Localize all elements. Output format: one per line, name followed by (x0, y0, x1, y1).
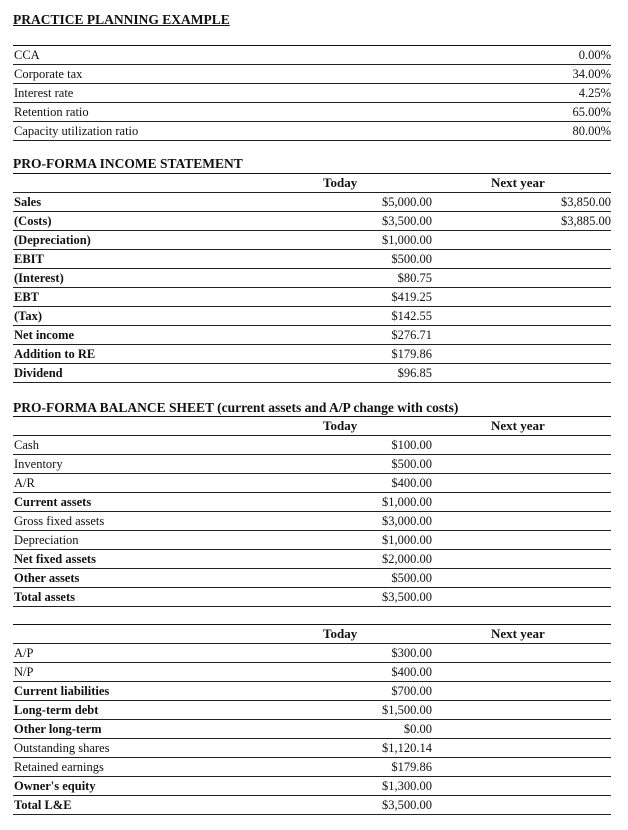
asset-row-today-value: $1,000.00 (382, 533, 432, 547)
liability-row-label: Owner's equity (14, 779, 96, 793)
asset-row-today-value: $2,000.00 (382, 552, 432, 566)
income-row (13, 288, 611, 307)
asset-row-today-value: $500.00 (391, 571, 432, 585)
asset-row (13, 531, 611, 550)
liability-row-today-value: $700.00 (391, 684, 432, 698)
income-row-label: Addition to RE (14, 347, 96, 361)
income-row-label: Net income (14, 328, 75, 342)
liability-row (13, 777, 611, 796)
assumption-value: 0.00% (578, 48, 611, 62)
assumption-label: Capacity utilization ratio (14, 124, 139, 138)
asset-row-today-value: $100.00 (391, 438, 432, 452)
asset-row-today-value: $400.00 (391, 476, 432, 490)
liability-row-label: Outstanding shares (14, 741, 110, 755)
assumption-row-retention (13, 103, 611, 122)
asset-row (13, 436, 611, 455)
liabilities-col-today: Today (323, 626, 358, 641)
income-row-today-value: $276.71 (391, 328, 432, 342)
liabilities-col-next-year: Next year (491, 626, 545, 641)
liability-row (13, 758, 611, 777)
income-row-today-value: $3,500.00 (382, 214, 432, 228)
income-row-today-value: $5,000.00 (382, 195, 432, 209)
income-row-today-value: $142.55 (391, 309, 432, 323)
liability-row-today-value: $400.00 (391, 665, 432, 679)
income-row-label: (Tax) (14, 309, 43, 323)
income-row (13, 250, 611, 269)
assets-header-row (13, 417, 611, 436)
income-row-today-value: $96.85 (397, 366, 432, 380)
income-col-today: Today (323, 175, 358, 190)
income-row (13, 231, 611, 250)
income-row-label: EBT (14, 290, 40, 304)
assets-col-today: Today (323, 418, 358, 433)
income-row (13, 307, 611, 326)
income-statement-title: PRO-FORMA INCOME STATEMENT (13, 156, 243, 171)
liability-row (13, 663, 611, 682)
income-row (13, 193, 611, 212)
income-row-next-year-value: $3,850.00 (561, 195, 611, 209)
income-row-today-value: $80.75 (397, 271, 432, 285)
page-title: PRACTICE PLANNING EXAMPLE (13, 12, 230, 27)
asset-row-label: Cash (14, 438, 39, 452)
assets-col-next-year: Next year (491, 418, 545, 433)
liability-row (13, 739, 611, 758)
asset-row-label: Total assets (14, 590, 76, 604)
liability-row (13, 720, 611, 739)
income-row-label: (Depreciation) (14, 233, 91, 247)
assumption-value: 4.25% (578, 86, 611, 100)
liability-row-today-value: $3,500.00 (382, 798, 432, 812)
asset-row (13, 493, 611, 512)
income-row (13, 345, 611, 364)
assumption-row-cca (13, 46, 611, 65)
asset-row-label: Depreciation (14, 533, 79, 547)
liability-row-label: Other long-term (14, 722, 102, 736)
liability-row-today-value: $1,300.00 (382, 779, 432, 793)
liability-row-today-value: $1,500.00 (382, 703, 432, 717)
income-row-label: (Costs) (14, 214, 52, 228)
assumption-label: Interest rate (14, 86, 74, 100)
income-header-row (13, 174, 611, 193)
liability-row-label: A/P (14, 646, 34, 660)
income-row-today-value: $419.25 (391, 290, 432, 304)
assumption-value: 65.00% (572, 105, 611, 119)
income-row-today-value: $500.00 (391, 252, 432, 266)
income-row-label: EBIT (14, 252, 44, 266)
asset-row-label: Other assets (14, 571, 80, 585)
liabilities-header-row (13, 625, 611, 644)
income-col-next-year: Next year (491, 175, 545, 190)
assumption-value: 80.00% (572, 124, 611, 138)
asset-row-label: Inventory (14, 457, 63, 471)
liability-row (13, 682, 611, 701)
income-row (13, 269, 611, 288)
balance-sheet-title: PRO-FORMA BALANCE SHEET (current assets and A/P change with costs) (13, 400, 459, 415)
asset-row-today-value: $3,000.00 (382, 514, 432, 528)
asset-row-today-value: $500.00 (391, 457, 432, 471)
asset-row-label: Net fixed assets (14, 552, 96, 566)
liability-row (13, 701, 611, 720)
liability-row-today-value: $1,120.14 (382, 741, 432, 755)
income-row-today-value: $1,000.00 (382, 233, 432, 247)
assumption-label: CCA (14, 48, 40, 62)
asset-row-label: A/R (14, 476, 35, 490)
assumption-row-tax (13, 65, 611, 84)
liability-row (13, 796, 611, 815)
income-row-label: Sales (14, 195, 42, 209)
income-row (13, 326, 611, 345)
asset-row (13, 474, 611, 493)
asset-row (13, 550, 611, 569)
income-row (13, 212, 611, 231)
asset-row-today-value: $3,500.00 (382, 590, 432, 604)
asset-row (13, 512, 611, 531)
liability-row-label: Total L&E (14, 798, 72, 812)
assumption-row-interest (13, 84, 611, 103)
assumption-row-capacity (13, 122, 611, 141)
asset-row (13, 588, 611, 607)
liability-row-today-value: $0.00 (403, 722, 432, 736)
asset-row-label: Current assets (14, 495, 92, 509)
liability-row-today-value: $300.00 (391, 646, 432, 660)
liability-row-label: Long-term debt (14, 703, 99, 717)
asset-row-label: Gross fixed assets (14, 514, 105, 528)
assumption-label: Corporate tax (14, 67, 83, 81)
asset-row-today-value: $1,000.00 (382, 495, 432, 509)
liability-row-label: N/P (14, 665, 34, 679)
liability-row-today-value: $179.86 (391, 760, 432, 774)
income-row-label: Dividend (14, 366, 63, 380)
assumption-label: Retention ratio (14, 105, 89, 119)
liability-row (13, 644, 611, 663)
assumption-value: 34.00% (572, 67, 611, 81)
income-row-label: (Interest) (14, 271, 64, 285)
asset-row (13, 569, 611, 588)
asset-row (13, 455, 611, 474)
income-row-today-value: $179.86 (391, 347, 432, 361)
liability-row-label: Current liabilities (14, 684, 110, 698)
liability-row-label: Retained earnings (14, 760, 104, 774)
income-row-next-year-value: $3,885.00 (561, 214, 611, 228)
income-row (13, 364, 611, 383)
